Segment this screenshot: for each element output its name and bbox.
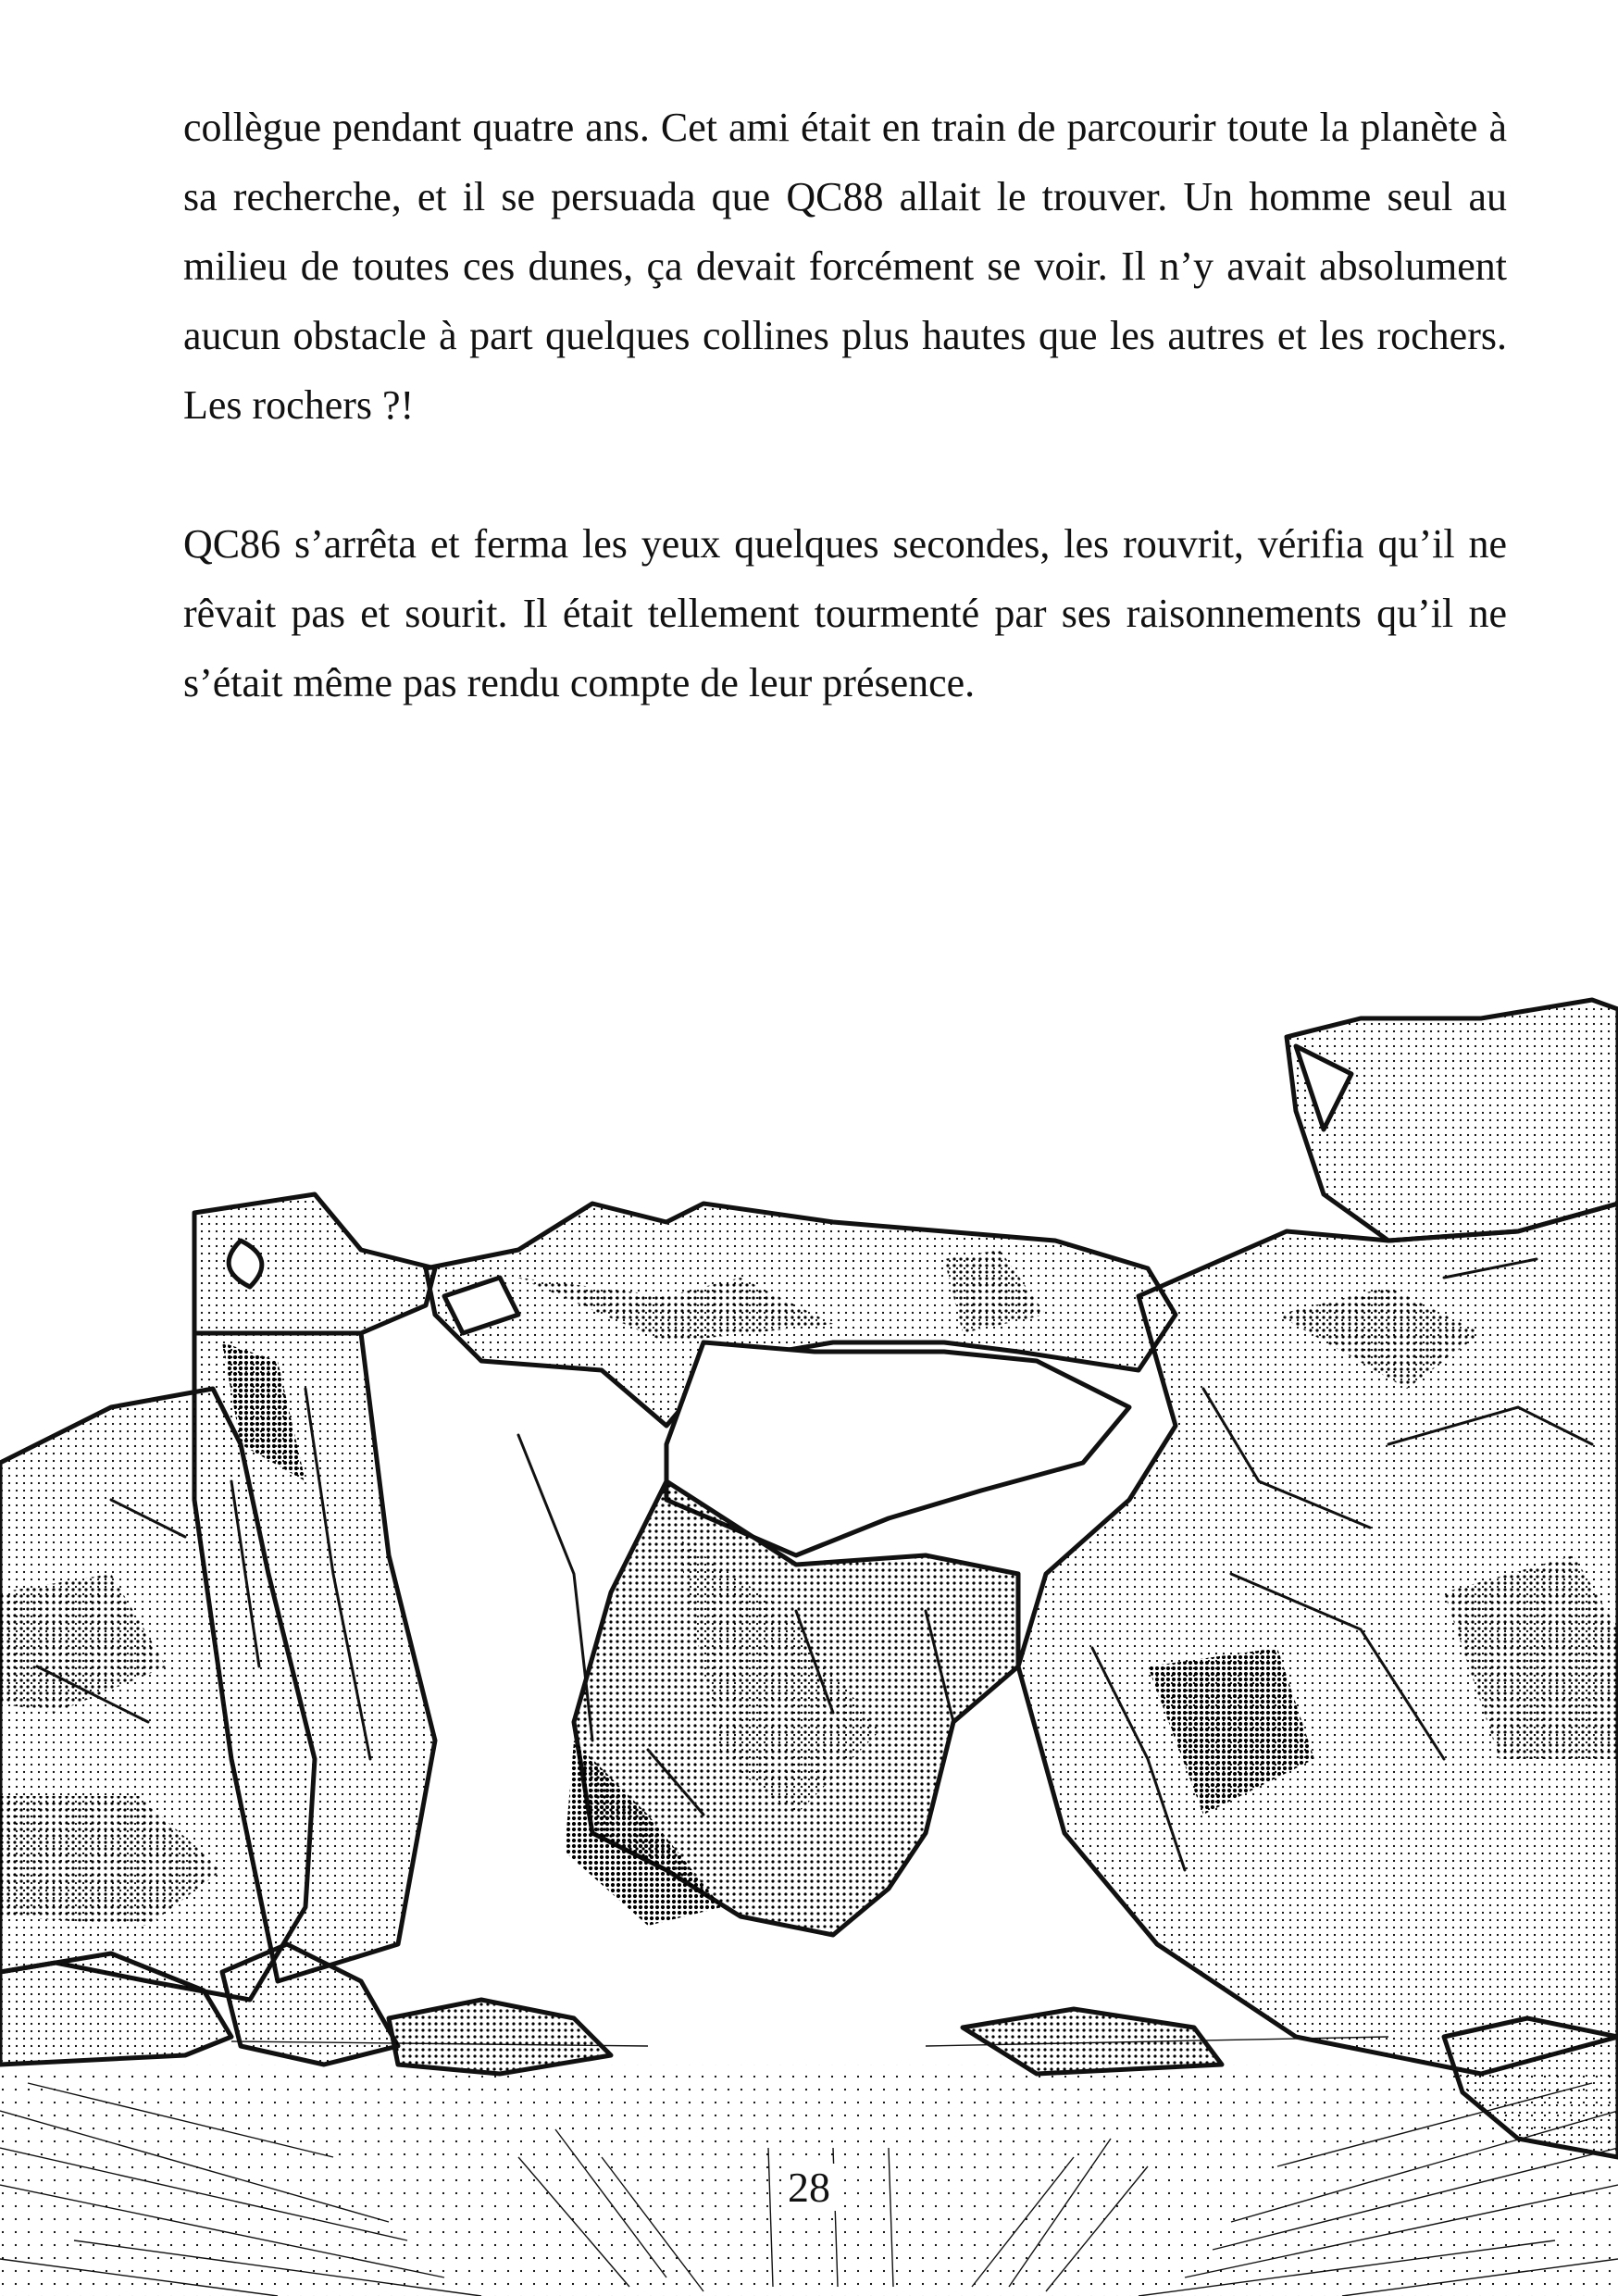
paragraph: collègue pendant quatre ans. Cet ami était en train de parcourir toute la planète à sa recherche, et il se persuada que QC88 allait le trouver. Un homme seul au milieu de toutes ces dunes, ça devait forcément se voir. Il n’y avait absolument aucun obstacle à part quelques collines plus hautes que les autres et les rochers. Les rochers ?! <box>183 105 1507 428</box>
page-number: 28 <box>0 2162 1618 2214</box>
rock-arch-illustration <box>0 981 1618 2296</box>
rock-arch <box>0 1000 1618 2157</box>
body-text <box>183 93 1507 718</box>
paragraph: QC86 s’arrêta et ferma les yeux quelques secondes, les rouvrit, vérifia qu’il ne rêvait pas et sourit. Il était tellement tourmenté par ses raisonnements qu’il ne s’était même pas rendu compte de leur présence. <box>183 521 1507 705</box>
